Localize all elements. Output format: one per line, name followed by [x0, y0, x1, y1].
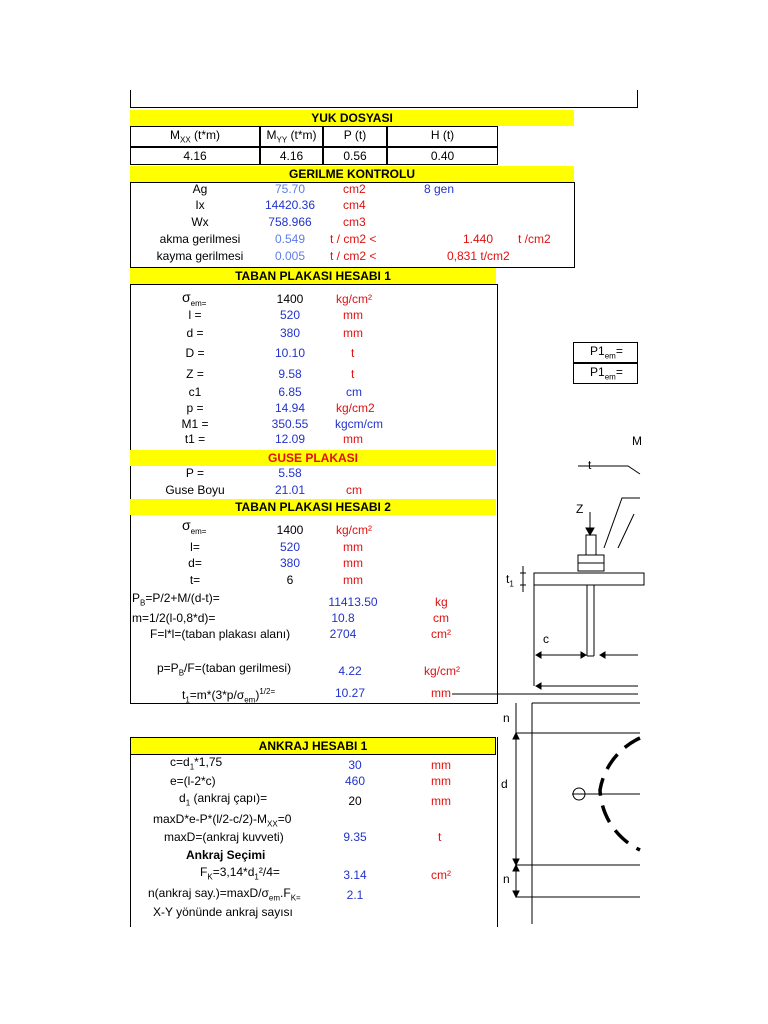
ankraj-secim: Ankraj Seçimi [186, 848, 266, 862]
ankraj-e-label: e=(l-2*c) [170, 774, 216, 788]
ankraj-maxd-unit: t [438, 830, 442, 844]
taban1-unit: mm [343, 326, 363, 340]
ankraj-maxd-formula: $\max D*e-P*(l/2-c/2)-M_{XX}=0$ [153, 812, 292, 829]
yuk-value-myy: 4.16 [260, 147, 323, 165]
taban2-f-value: 2704 [329, 627, 357, 641]
drawing-label-d: d [501, 777, 508, 791]
taban2-m-value: 10.8 [331, 611, 355, 625]
taban1-unit: mm [343, 308, 363, 322]
taban1-unit: mm [343, 432, 363, 446]
taban1-unit: kg/cm² [336, 292, 372, 306]
taban1-value: 14.94 [274, 401, 306, 415]
taban2-label: l= [190, 540, 200, 554]
guse-value: 21.01 [274, 483, 306, 497]
guse-unit: cm [346, 483, 362, 497]
taban2-pb-unit: kg [435, 595, 448, 609]
drawing-label-t1: $t_1$ [506, 572, 514, 589]
taban1-sigma-label: $\sigma_{em=}$ [182, 289, 207, 308]
taban1-value: 9.58 [278, 367, 302, 381]
gerilme-unit: cm2 [343, 182, 366, 196]
drawing-label-m: M [632, 434, 642, 448]
ankraj-n-label: n(ankraj $say.)=\max D/\sigma_{em}.F_{K=}$ [148, 886, 301, 903]
drawing-label-n: n [503, 711, 510, 725]
gerilme-value: 75.70 [274, 182, 306, 196]
taban2-p-label: $p=P_B/F=(taban$ gerilmesi) [157, 661, 292, 678]
yuk-dosyasi-header: YUK DOSYASI [130, 110, 574, 126]
gerilme-label: Wx [191, 215, 209, 229]
ankraj-fk-value: 3.14 [343, 868, 367, 882]
gerilme-unit: cm3 [343, 215, 366, 229]
gerilme-unit: t / cm2 < [330, 249, 377, 263]
taban1-label: M1 = [181, 417, 209, 431]
taban1-label: D = [185, 346, 205, 360]
ankraj-c-value: 30 [348, 758, 362, 772]
gerilme-value: 0.005 [274, 249, 306, 263]
gerilme-label: Ix [195, 198, 205, 212]
guse-label: P = [185, 466, 205, 480]
taban2-value: 520 [279, 540, 301, 554]
taban1-unit: kg/cm2 [336, 401, 375, 415]
taban1-value: 350.55 [271, 417, 309, 431]
taban1-value: 520 [279, 308, 301, 322]
taban2-f-unit: cm² [431, 627, 451, 641]
gerilme-extra: 1.440 [463, 232, 494, 246]
ankraj-c-label: $c=d_1*1,75$ [170, 755, 223, 772]
taban1-value: 10.10 [274, 346, 306, 360]
taban1-label: d = [186, 326, 204, 340]
taban1-label: t1 = [184, 432, 206, 446]
ankraj-fk-unit: cm² [431, 868, 451, 882]
ankraj-header: ANKRAJ HESABI 1 [130, 737, 496, 755]
taban2-unit: mm [343, 573, 363, 587]
ankraj-xy-label: X-Y yönünde ankraj sayısı [153, 905, 293, 919]
taban1-value: 1400 [276, 292, 304, 306]
gerilme-value: 0.549 [274, 232, 306, 246]
ankraj-n-value: 2.1 [346, 888, 364, 902]
gerilme-extra: 8 gen [424, 182, 455, 196]
gerilme-unit: cm4 [343, 198, 366, 212]
ankraj-d1-value: 20 [348, 794, 362, 808]
taban1-value: 380 [279, 326, 301, 340]
yuk-header-mxx: $M_{XX}$ (t*m) [130, 126, 260, 147]
yuk-header-h: H (t) [387, 126, 498, 147]
taban2-t1-unit: mm [431, 686, 451, 700]
taban1-label: Z = [186, 367, 204, 381]
taban2-t1-label: $t_1=m*(3*p/\sigma_{em})^{1/2=}$ [182, 687, 276, 705]
taban2-f-label: F=l*l=(taban plakası alanı) [150, 627, 291, 641]
yuk-header-p: P (t) [323, 126, 387, 147]
drawing-label-n2: n [503, 872, 510, 886]
guse-header: GUSE PLAKASI [130, 450, 496, 466]
gerilme-label: akma gerilmesi [159, 232, 241, 246]
taban2-unit: mm [343, 556, 363, 570]
taban2-header: TABAN PLAKASI HESABI 2 [130, 499, 496, 515]
taban1-unit: kgcm/cm [335, 417, 383, 431]
gerilme-label: kayma gerilmesi [156, 249, 244, 263]
taban1-label: p = [186, 401, 204, 415]
taban2-p-unit: kg/cm² [424, 664, 460, 678]
taban2-value: 1400 [276, 523, 304, 537]
guse-label: Guse Boyu [165, 483, 225, 497]
yuk-value-p: 0.56 [323, 147, 387, 165]
taban2-sigma-label: $\sigma_{em=}$ [182, 517, 207, 536]
gerilme-label: Ag [192, 182, 208, 196]
gerilme-unit: t / cm2 < [330, 232, 377, 246]
gerilme-extra2: t /cm2 [518, 232, 551, 246]
ankraj-d1-label: $d_1$ (ankraj çapı)= [179, 791, 268, 808]
guse-value: 5.58 [278, 466, 302, 480]
ankraj-e-unit: mm [431, 774, 451, 788]
taban2-label: d= [188, 556, 202, 570]
taban1-unit: cm [346, 385, 362, 399]
taban1-header: TABAN PLAKASI HESABI 1 [130, 268, 496, 284]
ankraj-fk-label: $F_K=3,14*d_1^2/4=$ [200, 865, 280, 882]
p1em-cell-2: $P1_{em}=$ [573, 363, 638, 384]
taban2-pb-value: 11413.50 [328, 595, 378, 609]
taban2-unit: kg/cm² [336, 523, 372, 537]
taban1-value: 6.85 [278, 385, 302, 399]
taban2-value: 6 [286, 573, 294, 587]
ankraj-d1-unit: mm [431, 794, 451, 808]
taban1-label: l = [188, 308, 202, 322]
ankraj-e-value: 460 [344, 774, 366, 788]
taban1-unit: t [351, 367, 355, 381]
taban2-label: t= [189, 573, 201, 587]
drawing-label-c: c [543, 632, 549, 646]
gerilme-kontrolu-header: GERILME KONTROLU [130, 166, 574, 182]
ankraj-maxd-label: maxD=(ankraj kuvveti) [164, 830, 284, 844]
taban2-p-value: 4.22 [338, 664, 362, 678]
taban1-unit: t [351, 346, 355, 360]
taban2-m-label: m=1/2(l-0,8*d)= [132, 611, 216, 625]
yuk-header-myy: $M_{YY}$ (t*m) [260, 126, 323, 147]
yuk-value-h: 0.40 [387, 147, 498, 165]
ankraj-maxd-value: 9.35 [343, 830, 367, 844]
ankraj-c-unit: mm [431, 758, 451, 772]
taban1-label: c1 [188, 385, 202, 399]
taban2-value: 380 [279, 556, 301, 570]
drawing-label-t: t [588, 458, 592, 472]
gerilme-extra: 0,831 t/cm2 [447, 249, 510, 263]
drawing-label-z: Z [576, 502, 584, 516]
gerilme-value: 14420.36 [264, 198, 316, 212]
gerilme-value: 758.966 [268, 215, 312, 229]
taban2-m-unit: cm [433, 611, 449, 625]
yuk-value-mxx: 4.16 [130, 147, 260, 165]
taban2-unit: mm [343, 540, 363, 554]
p1em-cell-1: $P1_{em}=$ [573, 342, 638, 363]
taban2-pb-label: $P_B=P/2+M/(d-t)=$ [132, 591, 220, 608]
taban1-value: 12.09 [274, 432, 306, 446]
taban2-t1-value: 10.27 [334, 686, 366, 700]
